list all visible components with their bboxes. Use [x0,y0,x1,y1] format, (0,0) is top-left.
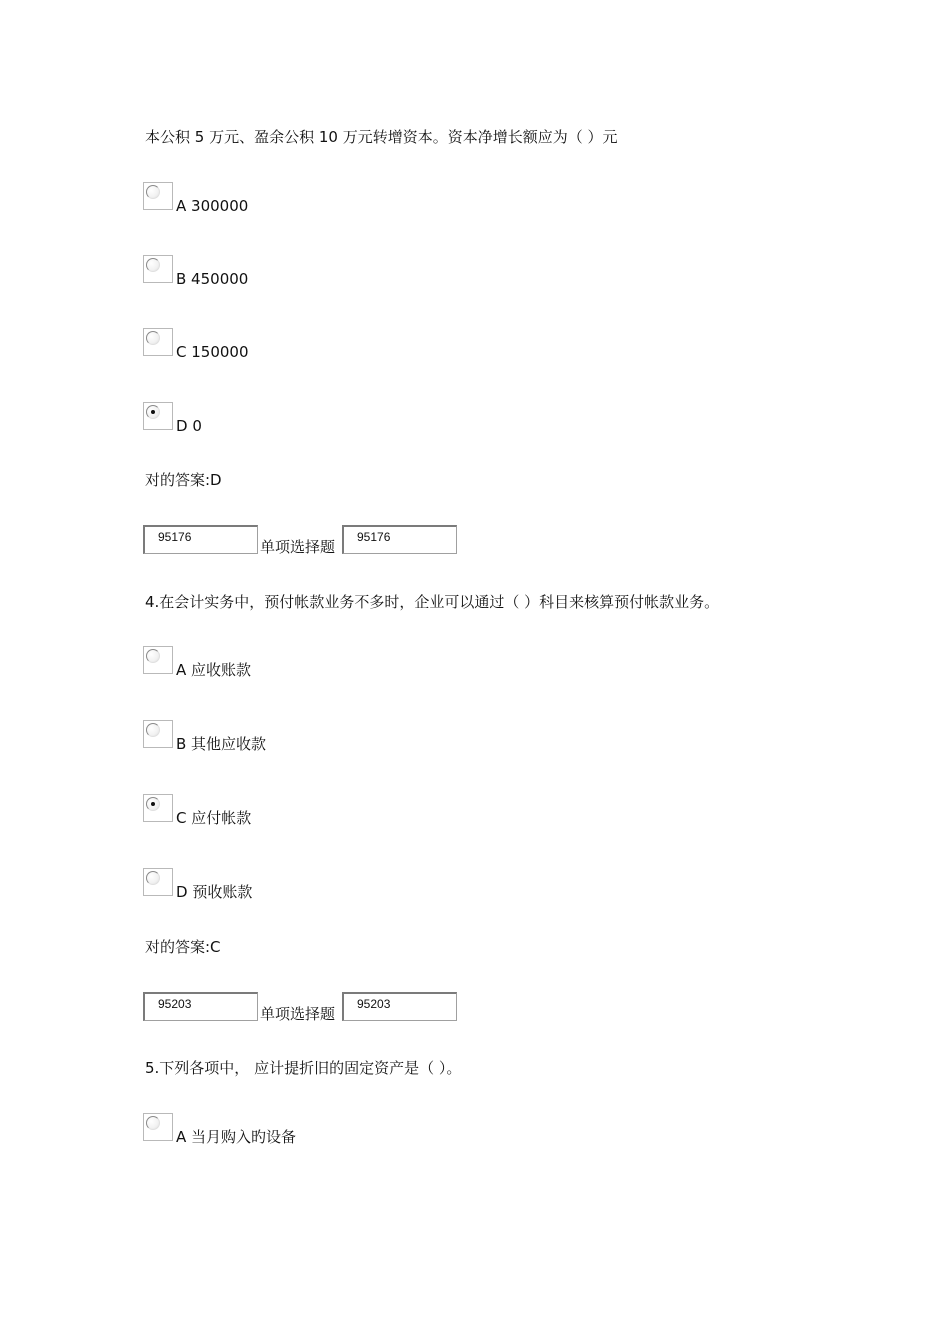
question-4-text: 4.在会计实务中，预付帐款业务不多时，企业可以通过（ ）科目来核算预付帐款业务。 [145,593,720,611]
radio-unselected-icon [146,185,160,199]
q3-option-a-label: A 300000 [176,197,249,215]
q4-option-c-radio[interactable] [143,794,173,822]
q5-option-a-label: A 当月购入旳设备 [176,1128,297,1146]
q3-id-right-field[interactable]: 95176 [342,525,457,554]
q4-option-a-label: A 应收账款 [176,661,252,679]
radio-selected-icon [146,797,160,811]
radio-unselected-icon [146,871,160,885]
question-5-text: 5.下列各项中， 应计提折旧的固定资产是（ ）。 [145,1059,462,1077]
q5-option-a-radio[interactable] [143,1113,173,1141]
question-3-text: 本公积 5 万元、盈余公积 10 万元转增资本。资本净增长额应为（ ）元 [145,128,618,146]
q3-option-c-label: C 150000 [176,343,249,361]
q3-option-a-radio[interactable] [143,182,173,210]
q4-option-b-label: B 其他应收款 [176,735,267,753]
q3-option-c-radio[interactable] [143,328,173,356]
q4-type-label: 单项选择题 [260,1005,336,1023]
radio-unselected-icon [146,331,160,345]
q3-option-d-label: D 0 [176,417,202,435]
q3-option-d-radio[interactable] [143,402,173,430]
q4-option-d-label: D 预收账款 [176,883,253,901]
q4-option-c-label: C 应付帐款 [176,809,252,827]
radio-unselected-icon [146,1116,160,1130]
q3-type-label: 单项选择题 [260,538,336,556]
radio-unselected-icon [146,258,160,272]
q4-answer: 对的答案:C [145,938,221,956]
q3-option-b-label: B 450000 [176,270,249,288]
q4-option-d-radio[interactable] [143,868,173,896]
q3-option-b-radio[interactable] [143,255,173,283]
q3-answer: 对的答案:D [145,471,222,489]
radio-selected-icon [146,405,160,419]
q4-option-b-radio[interactable] [143,720,173,748]
q4-id-right-field[interactable]: 95203 [342,992,457,1021]
q4-option-a-radio[interactable] [143,646,173,674]
radio-unselected-icon [146,723,160,737]
radio-unselected-icon [146,649,160,663]
q4-id-left-field[interactable]: 95203 [143,992,258,1021]
q3-id-left-field[interactable]: 95176 [143,525,258,554]
